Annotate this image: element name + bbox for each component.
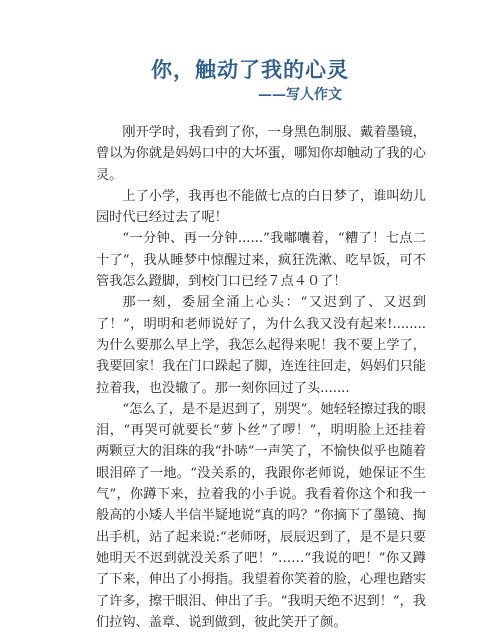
article-subtitle: ——写人作文: [258, 87, 342, 103]
article-title: 你，触动了我的心灵: [151, 57, 349, 82]
paragraph-5: “怎么了，是不是迟到了，别哭”。她轻轻擦过我的眼泪，“再哭可就要长“萝卜丝”了啰！”，明明脸上还挂着两颗豆大的泪珠的我“扑哧”一声笑了，不愉快似乎也随着眼泪碎了一地。“没关系的，我跟你老师说，她保证不生气”，你蹲下来，拉着我的小手说。我看着你这个和我一般高的小矮人半信半疑地说“真的吗？”你摘下了墨镜、掏出手机，站了起来说:“老师呀，辰辰迟到了，是不是只要她明天不迟到就没关系了吧！”……“我说的吧！”你又蹲了下来，伸出了小拇指。我望着你笑着的脸，心理也踏实了许多，擦干眼泪、伸出了手。“我明天绝不迟到！”，我们拉钩、盖章、说到做到，彼此笑开了颜。: [96, 401, 426, 630]
paragraph-1: 刚开学时，我看到了你，一身黑色制服、戴着墨镜，曾以为你就是妈妈口中的大坏蛋，哪知你却触动了我的心灵。: [96, 125, 426, 183]
paragraph-4: 那一刻，委屈全涌上心头：“又迟到了、又迟到了！”，明明和老师说好了，为什么我又没有起来!........为什么要那么早上学，我怎么起得来呢！我不要上学了，我要回家！我在门口跺起了脚，连连往回走，妈妈们只能拉着我，也没辙了。那一刻你回过了头.......: [96, 295, 426, 396]
paragraph-2: 上了小学，我再也不能做七点的白日梦了，谁叫幼儿园时代已经过去了呢！: [96, 188, 426, 226]
paragraph-3: “一分钟、再一分钟......”我嘟囔着，“糟了！七点二十了”，我从睡梦中惊醒过来，疯狂洗漱、吃早饭，可不管我怎么蹬脚，到校门口已经７点４０了！: [96, 231, 426, 290]
article-body: [96, 122, 426, 633]
